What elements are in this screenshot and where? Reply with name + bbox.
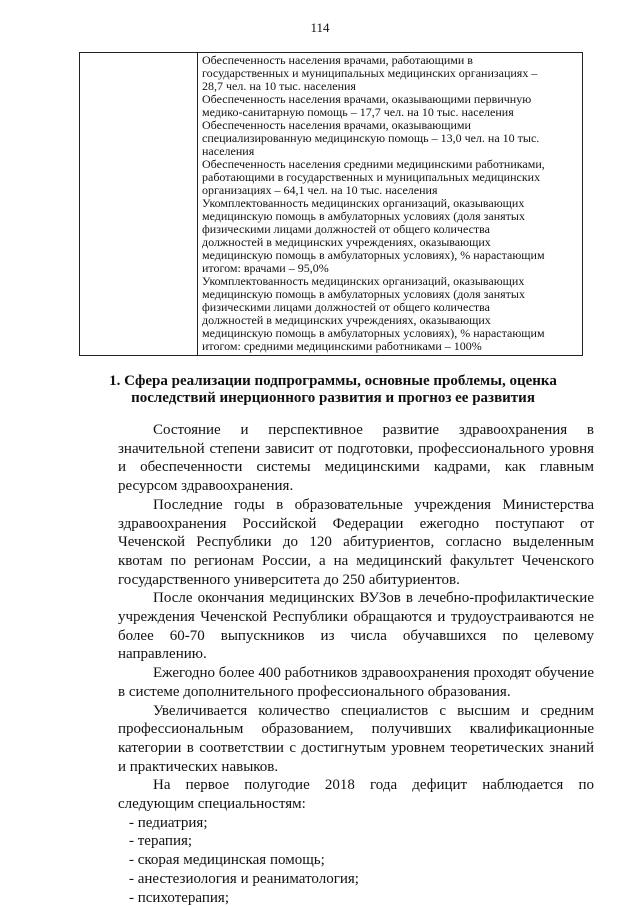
indicator-line: Обеспеченность населения врачами, оказывающими [202,118,471,132]
paragraph: После окончания медицинских ВУЗов в лечебно-профилактические учреждения Чеченской Республики обращаются и трудоустраиваются не более 60-70 выпускников из числа обучавшихся по целевому направлению. [118,590,594,663]
indicator-line: медицинскую помощь в амбулаторных условиях), % нарастающим [202,326,545,340]
table-label-cell [80,53,198,356]
indicator-line: физическими лицами должностей от общего количества [202,300,490,314]
section-heading [90,373,576,407]
list-item: - скорая медицинская помощь; [129,852,325,869]
paragraph: Состояние и перспективное развитие здравоохранения в значительной степени зависит от подготовки, профессионального уровня и обеспеченности системы медицинскими кадрами, как главным ресурсом здравоохранения. [118,422,594,495]
paragraph: Последние годы в образовательные учреждения Министерства здравоохранения Российской Федерации ежегодно поступают от Чеченской Республики до 120 абитуриентов, согласно выделенным квотам по регионам России, а на медицинский факультет Чеченского государственного университета до 250 абитуриентов. [118,496,594,588]
indicator-line: Укомплектованность медицинских организаций, оказывающих [202,274,525,288]
indicators-table-wrapper [79,52,583,356]
indicator-line: медико-санитарную помощь – 17,7 чел. на 10 тыс. населения [202,105,514,119]
paragraph: Ежегодно более 400 работников здравоохранения проходят обучение в системе дополнительного профессионального образования. [118,665,594,700]
indicator-line: медицинскую помощь в амбулаторных условиях), % нарастающим [202,248,545,262]
indicator-line: Обеспеченность населения врачами, оказывающими первичную [202,92,532,106]
indicator-line: государственных и муниципальных медицинских организациях – [202,66,538,80]
page-number: 114 [310,20,330,35]
indicator-line: работающими в государственных и муниципальных медицинских [202,170,541,184]
indicators-table [79,52,583,356]
indicator-item [202,275,578,353]
indicator-item [202,54,578,93]
list-item: - анестезиология и реаниматология; [129,870,359,887]
indicator-line: медицинскую помощь в амбулаторных условиях (доля занятых [202,209,525,223]
paragraph: Увеличивается количество специалистов с высшим и средним профессиональным образованием, получивших квалификационные категории в соответствии с достигнутым уровнем теоретических знаний и практических навыков. [118,702,594,775]
list-item: - педиатрия; [129,814,208,831]
indicator-item [202,158,578,197]
list-item: - терапия; [129,833,193,850]
indicator-item [202,119,578,158]
indicator-line: медицинскую помощь в амбулаторных условиях (доля занятых [202,287,525,301]
specialties-list [118,814,594,907]
section-heading-line: последствий инерционного развития и прогноз ее развития [131,390,535,406]
indicator-line: итогом: врачами – 95,0% [202,261,329,275]
indicator-line: 28,7 чел. на 10 тыс. населения [202,79,356,93]
indicator-line: Обеспеченность населения врачами, работающими в [202,53,473,67]
body-text [118,421,594,907]
indicator-line: населения [202,144,255,158]
indicator-item [202,197,578,275]
paragraph: На первое полугодие 2018 года дефицит наблюдается по следующим специальностям: [118,777,594,813]
table-row [80,53,583,356]
indicator-line: специализированную медицинскую помощь – 13,0 чел. на 10 тыс. [202,131,540,145]
table-values-cell [198,53,583,356]
section-heading-line: 1. Сфера реализации подпрограммы, основные проблемы, оценка [109,373,557,389]
indicator-line: Укомплектованность медицинских организаций, оказывающих [202,196,525,210]
indicator-line: физическими лицами должностей от общего количества [202,222,490,236]
indicator-item [202,93,578,119]
indicator-line: итогом: средними медицинскими работниками – 100% [202,339,482,353]
indicator-line: должностей в медицинских учреждениях, оказывающих [202,313,491,327]
indicator-line: Обеспеченность населения средними медицинскими работниками, [202,157,545,171]
list-item: - психотерапия; [129,889,229,906]
indicator-line: должностей в медицинских учреждениях, оказывающих [202,235,491,249]
indicator-line: организациях – 64,1 чел. на 10 тыс. населения [202,183,438,197]
